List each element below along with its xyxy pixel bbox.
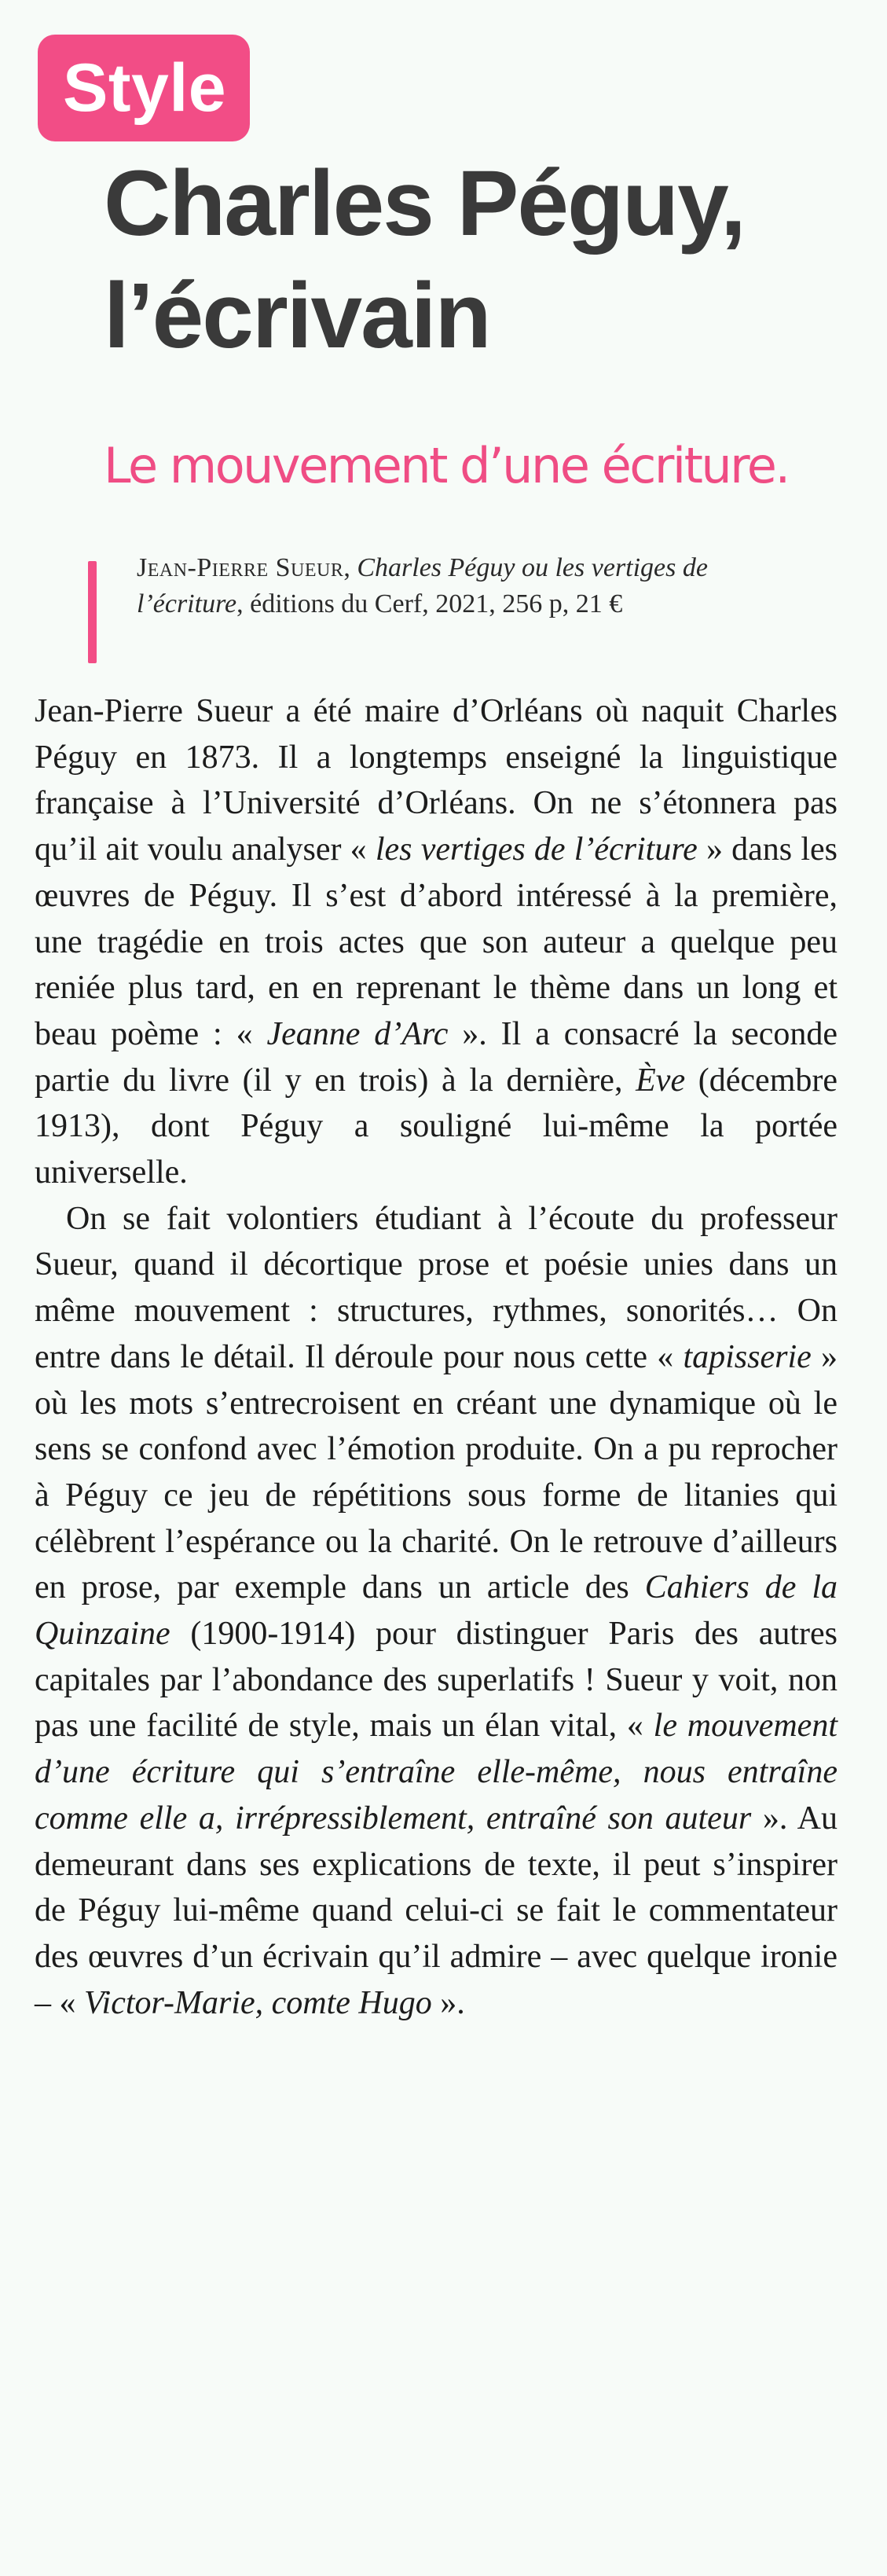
headline-line-1: Charles Péguy, <box>104 152 745 255</box>
section-rubric-badge: Style <box>38 35 250 141</box>
p2-italic-d: Victor-Marie, comte Hugo <box>84 1984 432 2021</box>
reference-publication-details: , éditions du Cerf, 2021, 256 p, 21 € <box>236 589 623 618</box>
p1-italic-a: les vertiges de l’écriture <box>375 831 698 868</box>
p2-text-e: ». <box>431 1984 465 2021</box>
p1-text-a: Jean-Pierre Sueur a été maire d’Orléans où naquit Charles Péguy en 1873. Il a longtemps enseigné la linguistique française à l’Université d’Orléans. On ne s’étonnera pas qu’il ait voulu analyser « <box>35 693 838 868</box>
p2-text-b: » où les mots s’entrecroisent en créant une dynamique où le sens se confond avec l’émotion produite. On a pu reprocher à Péguy ce jeu de répétitions sous forme de litanies qui célèbrent l’espérance ou la charité. On le retrouve d’ailleurs en prose, par exemple dans un article des <box>35 1338 838 1606</box>
article-headline <box>104 148 858 372</box>
article-body <box>35 688 838 2026</box>
p1-italic-b: Jeanne d’Arc <box>266 1015 449 1052</box>
p1-text-c: ». Il a consacré la seconde partie du livre (il y en trois) à la dernière, <box>35 1015 838 1099</box>
reference-accent-bar <box>88 561 97 663</box>
book-reference <box>137 550 805 622</box>
p2-italic-b: Cahiers de la Quinzaine <box>35 1569 838 1653</box>
p2-text-d: ». Au demeurant dans ses explications de texte, il peut s’inspirer de Péguy lui-même quand celui-ci se fait le commentateur des œuvres d’un écrivain qu’il admire – avec quelque ironie – « <box>35 1800 838 2021</box>
p2-text-c: (1900-1914) pour distinguer Paris des autres capitales par l’abondance des superlatifs ! Sueur y voit, non pas une facilité de style, mais un élan vital, « <box>35 1616 838 1745</box>
p2-italic-a: tapisserie <box>683 1338 812 1375</box>
article-subtitle: Le mouvement d’une écriture. <box>104 437 789 494</box>
body-paragraph-2 <box>35 1196 838 2027</box>
reference-author: Jean-Pierre Sueur <box>137 553 344 582</box>
p2-text-a: On se fait volontiers étudiant à l’écoute du professeur Sueur, quand il décortique prose et poésie unies dans un même mouvement : structures, rythmes, sonorités… On entre dans le détail. Il déroule pour nous cette « <box>35 1200 838 1375</box>
p1-text-b: » dans les œuvres de Péguy. Il s’est d’abord intéressé à la première, une tragédie en trois actes que son auteur a quelque peu reniée plus tard, en en reprenant le thème dans un long et beau poème : « <box>35 831 838 1052</box>
headline-line-2: l’écrivain <box>104 264 490 368</box>
p2-italic-c: le mouvement d’une écriture qui s’entraîne elle-même, nous entraîne comme elle a, irrépressiblement, entraîné son auteur <box>35 1708 838 1837</box>
body-paragraph-1 <box>35 688 838 1196</box>
p1-italic-c: Ève <box>636 1062 686 1099</box>
p1-text-d: (décembre 1913), dont Péguy a souligné lui-même la portée universelle. <box>35 1062 838 1191</box>
reference-book-title: Charles Péguy ou les vertiges de l’écriture <box>137 553 708 618</box>
reference-separator: , <box>343 553 357 582</box>
